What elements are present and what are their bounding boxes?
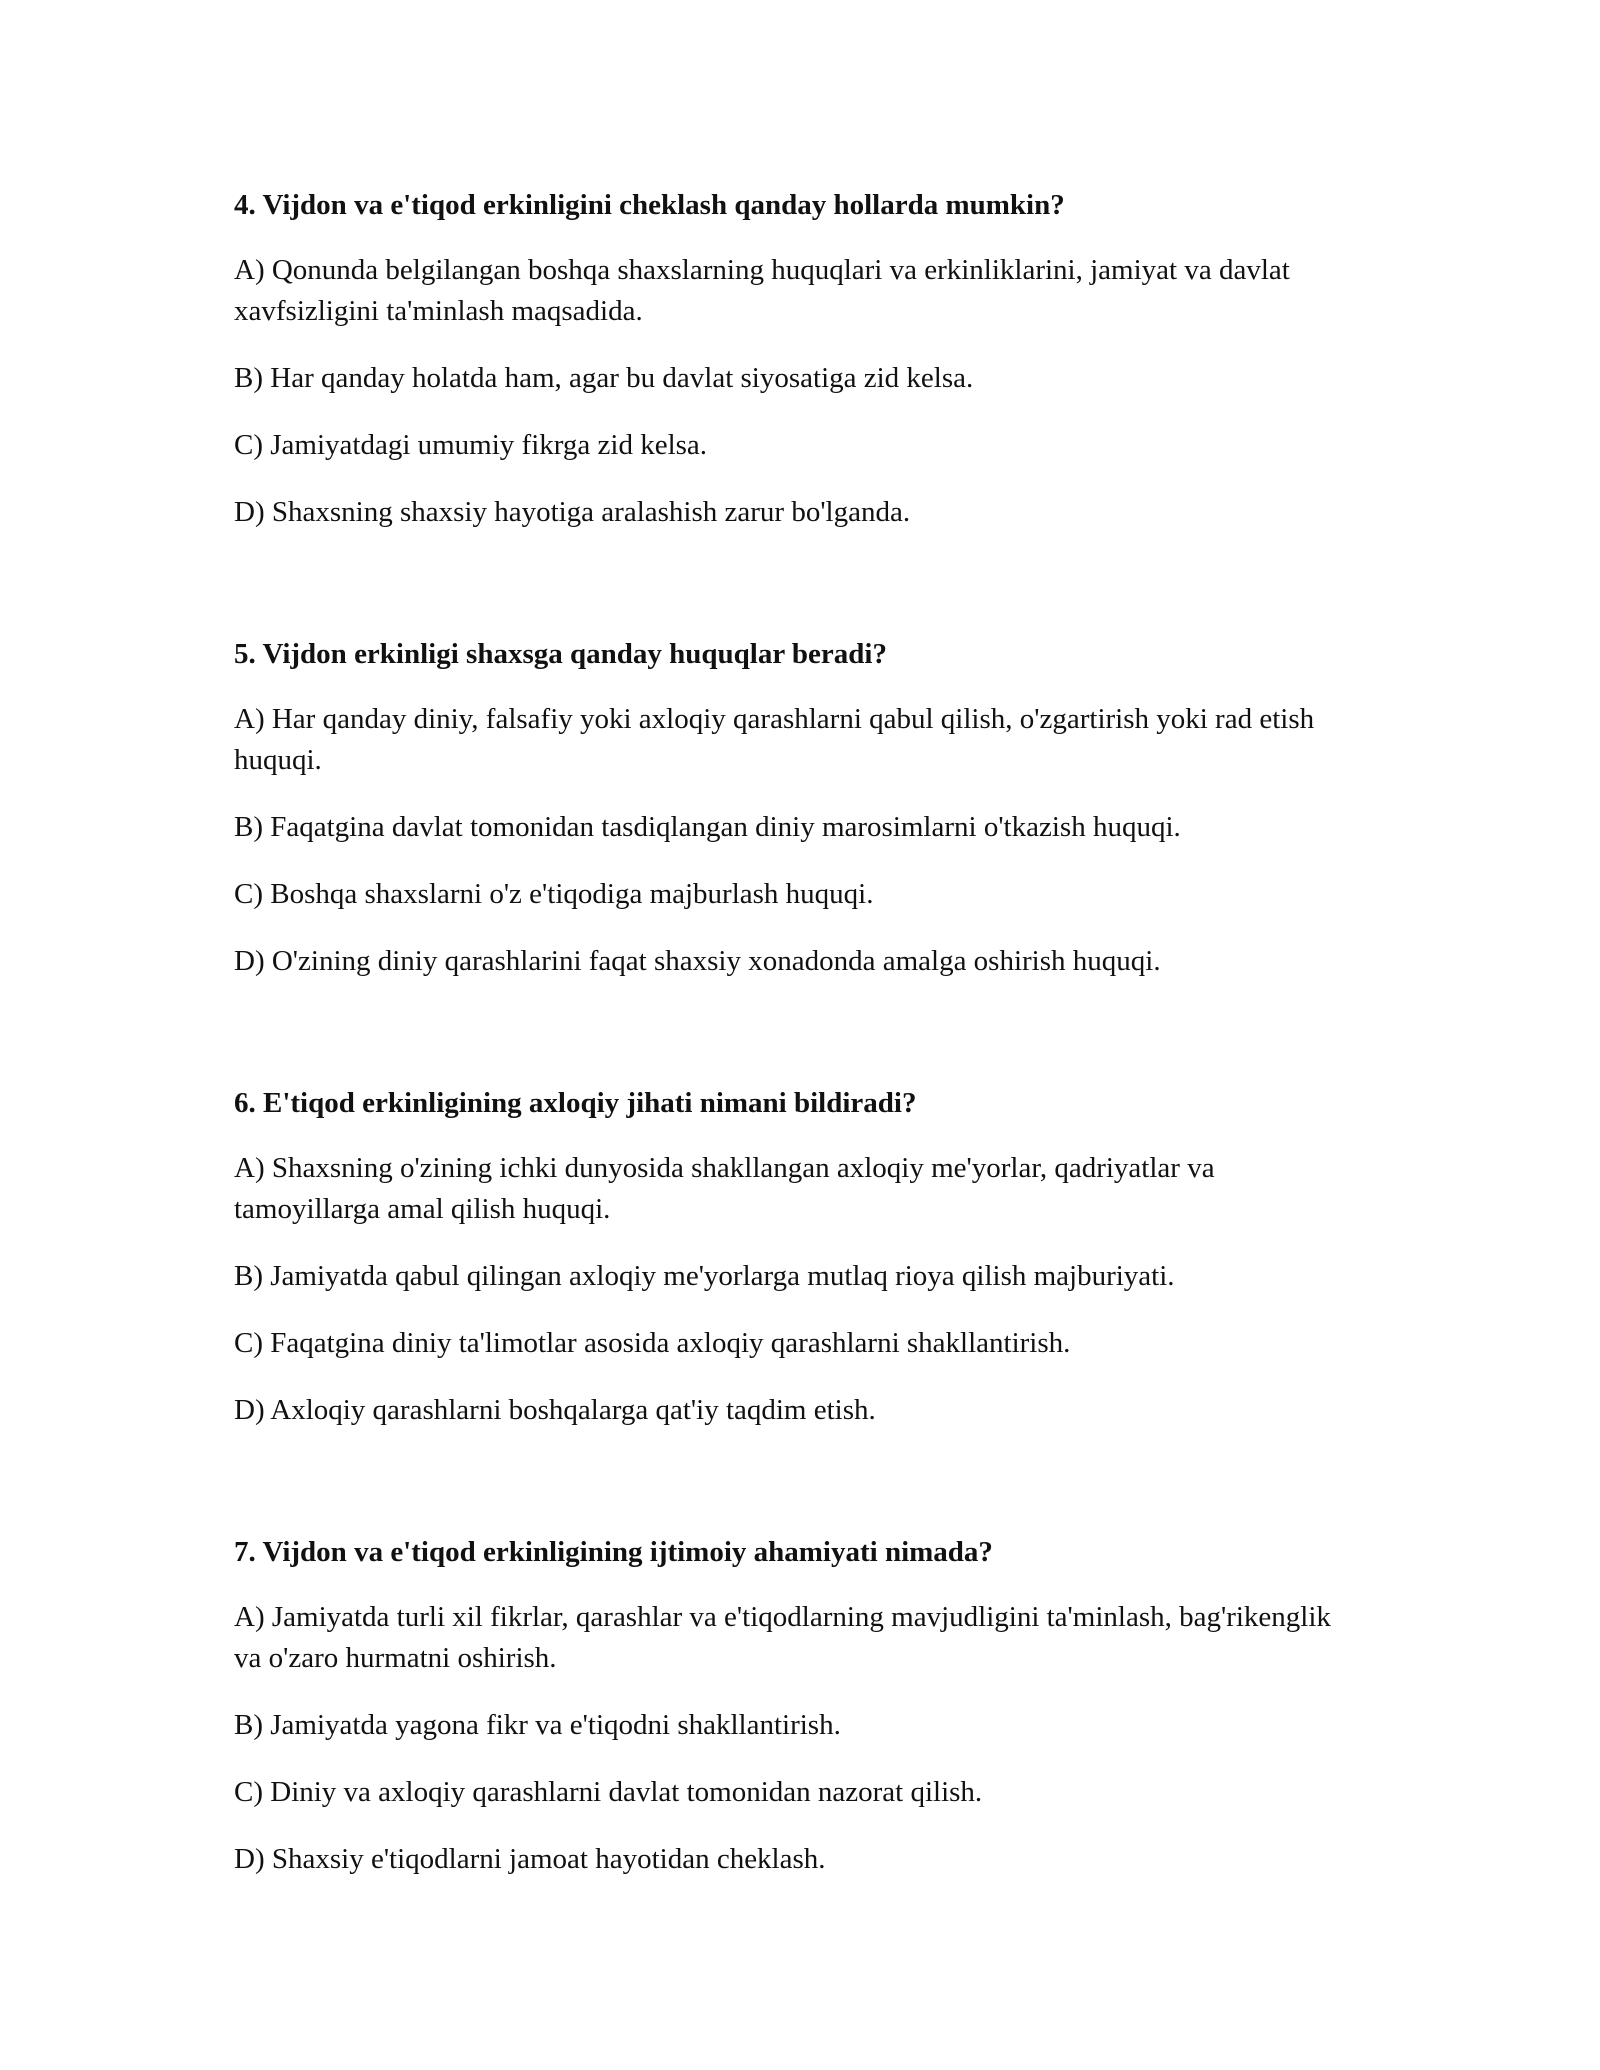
answer-option-c: C) Boshqa shaxslarni o'z e'tiqodiga majburlash huquqi. [234,878,874,910]
answer-option-d: D) O'zining diniy qarashlarini faqat shaxsiy xonadonda amalga oshirish huquqi. [234,945,1161,977]
question-6 [234,1082,1364,1431]
answer-option-d: D) Axloqiy qarashlarni boshqalarga qat'iy taqdim etish. [234,1394,876,1426]
answer-option-d: D) Shaxsning shaxsiy hayotiga aralashish zarur bo'lganda. [234,496,911,528]
question-5 [234,633,1364,982]
answer-option-a: A) Qonunda belgilangan boshqa shaxslarning huquqlari va erkinliklarini, jamiyat va davlat xavfsizligini ta'minlash maqsadida. [234,254,1290,327]
answer-option-b: B) Faqatgina davlat tomonidan tasdiqlangan diniy marosimlarni o'tkazish huquqi. [234,811,1181,843]
question-4 [234,184,1364,533]
question-7 [234,1531,1364,1880]
answer-option-d: D) Shaxsiy e'tiqodlarni jamoat hayotidan cheklash. [234,1843,826,1875]
answer-option-b: B) Har qanday holatda ham, agar bu davlat siyosatiga zid kelsa. [234,362,974,394]
answer-option-b: B) Jamiyatda yagona fikr va e'tiqodni shakllantirish. [234,1709,841,1741]
answer-option-c: C) Jamiyatdagi umumiy fikrga zid kelsa. [234,429,708,461]
answer-option-c: C) Diniy va axloqiy qarashlarni davlat tomonidan nazorat qilish. [234,1776,983,1808]
answer-option-a: A) Shaxsning o'zining ichki dunyosida shakllangan axloqiy me'yorlar, qadriyatlar va tamoyillarga amal qilish huquqi. [234,1152,1215,1225]
question-title: 4. Vijdon va e'tiqod erkinligini cheklash qanday hollarda mumkin? [234,189,1065,221]
answer-option-a: A) Har qanday diniy, falsafiy yoki axloqiy qarashlarni qabul qilish, o'zgartirish yoki rad etish huquqi. [234,703,1315,776]
answer-option-c: C) Faqatgina diniy ta'limotlar asosida axloqiy qarashlarni shakllantirish. [234,1327,1071,1359]
document-page [234,184,1364,1980]
question-title: 6. E'tiqod erkinligining axloqiy jihati nimani bildiradi? [234,1087,917,1119]
question-title: 5. Vijdon erkinligi shaxsga qanday huquqlar beradi? [234,638,887,670]
answer-option-b: B) Jamiyatda qabul qilingan axloqiy me'yorlarga mutlaq rioya qilish majburiyati. [234,1260,1175,1292]
question-title: 7. Vijdon va e'tiqod erkinligining ijtimoiy ahamiyati nimada? [234,1536,993,1568]
answer-option-a: A) Jamiyatda turli xil fikrlar, qarashlar va e'tiqodlarning mavjudligini ta'minlash, bag'rikenglik va o'zaro hurmatni oshirish. [234,1601,1331,1674]
